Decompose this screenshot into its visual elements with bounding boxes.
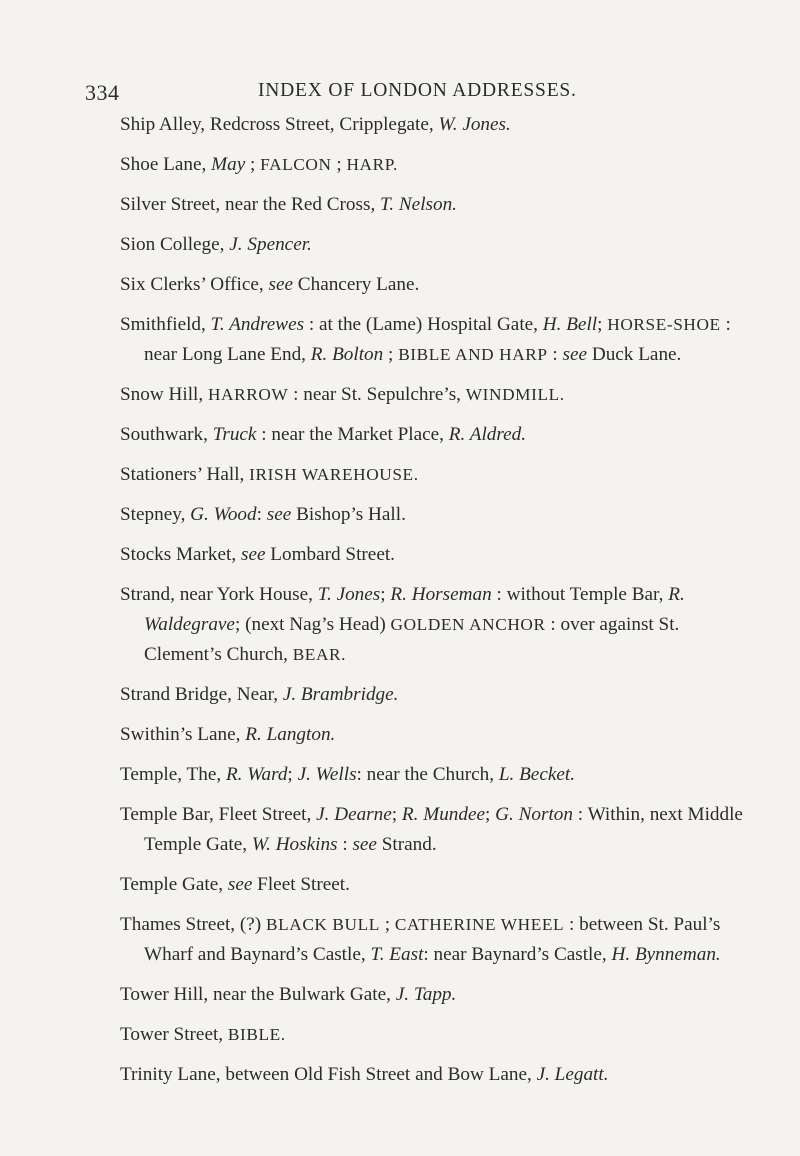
entry-sign-smallcaps: IRISH WAREHOUSE. xyxy=(249,465,419,484)
entry-sign-smallcaps: FALCON xyxy=(260,155,332,174)
entry-text: : xyxy=(547,344,563,365)
entry-name-italic: T. Andrewes xyxy=(210,314,305,335)
entry-text: ; xyxy=(380,584,391,605)
index-entry xyxy=(120,230,760,260)
entry-text: Smithfield, xyxy=(120,314,211,335)
entry-text: Stocks Market, xyxy=(120,544,241,565)
entry-text: Ship Alley, Redcross Street, Cripplegate, xyxy=(120,114,439,135)
address-index-list xyxy=(120,110,760,1100)
index-entry xyxy=(120,380,760,410)
entry-text: Temple Bar, Fleet Street, xyxy=(120,804,317,825)
entry-text: Stationers’ Hall, xyxy=(120,464,250,485)
index-entry xyxy=(120,310,760,370)
entry-sign-smallcaps: BEAR. xyxy=(292,645,347,664)
entry-name-italic: see xyxy=(268,274,293,295)
entry-text: ; xyxy=(379,914,395,935)
index-entry xyxy=(120,500,760,530)
page-header xyxy=(0,80,800,110)
index-entry xyxy=(120,540,760,570)
entry-name-italic: R. Horseman xyxy=(390,584,492,605)
running-title: INDEX OF LONDON ADDRESSES. xyxy=(258,80,577,101)
entry-text: : between St. Paul’s Wharf and Baynard’s Castle, xyxy=(144,914,721,965)
entry-sign-smallcaps: BLACK BULL xyxy=(265,915,380,934)
entry-name-italic: J. Dearne xyxy=(316,804,392,825)
index-entry xyxy=(120,190,760,220)
index-entry xyxy=(120,1060,760,1090)
entry-text: : near the Church, xyxy=(356,764,499,785)
entry-text: Fleet Street. xyxy=(252,874,350,895)
entry-name-italic: W. Jones. xyxy=(438,114,511,135)
entry-text: Silver Street, near the Red Cross, xyxy=(120,194,381,215)
entry-name-italic: see xyxy=(266,504,292,525)
entry-text: Swithin’s Lane, xyxy=(120,724,246,745)
entry-text: Lombard Street. xyxy=(265,544,395,565)
index-entry xyxy=(120,150,760,180)
entry-sign-smallcaps: BIBLE. xyxy=(227,1025,286,1044)
index-entry xyxy=(120,800,760,860)
entry-sign-smallcaps: BIBLE AND HARP xyxy=(398,345,548,364)
entry-text: Temple, The, xyxy=(120,764,226,785)
entry-name-italic: H. Bynneman. xyxy=(611,944,721,965)
entry-name-italic: R. Waldegrave xyxy=(144,584,685,635)
entry-text: Thames Street, (?) xyxy=(120,914,266,935)
entry-text: Strand. xyxy=(376,834,437,855)
entry-text: Snow Hill, xyxy=(120,384,208,405)
entry-text: : over against St. Clement’s Church, xyxy=(144,614,680,665)
entry-text: ; xyxy=(245,154,261,175)
entry-name-italic: L. Becket. xyxy=(498,764,575,785)
entry-name-italic: see xyxy=(240,544,266,565)
entry-text: Sion College, xyxy=(120,234,230,255)
entry-text: Shoe Lane, xyxy=(120,154,212,175)
entry-text: : xyxy=(337,834,353,855)
entry-name-italic: T. Nelson. xyxy=(380,194,457,215)
entry-text: : xyxy=(256,504,267,525)
entry-sign-smallcaps: GOLDEN ANCHOR xyxy=(390,615,546,634)
entry-text: Strand, near York House, xyxy=(120,584,318,605)
entry-text: ; xyxy=(287,764,298,785)
index-entry xyxy=(120,460,760,490)
entry-text: ; xyxy=(383,344,399,365)
entry-name-italic: G. Norton xyxy=(495,804,573,825)
entry-name-italic: J. Legatt. xyxy=(536,1064,609,1085)
entry-sign-smallcaps: HORSE-SHOE xyxy=(607,315,721,334)
entry-text: Six Clerks’ Office, xyxy=(120,274,269,295)
index-entry xyxy=(120,420,760,450)
entry-name-italic: R. Langton. xyxy=(245,724,336,745)
index-entry xyxy=(120,760,760,790)
entry-name-italic: R. Aldred. xyxy=(448,424,527,445)
index-entry xyxy=(120,910,760,970)
entry-sign-smallcaps: WINDMILL. xyxy=(465,385,565,404)
entry-sign-smallcaps: HARP. xyxy=(346,155,398,174)
entry-text: Bishop’s Hall. xyxy=(291,504,406,525)
entry-name-italic: R. Ward xyxy=(225,764,288,785)
entry-text: Tower Hill, near the Bulwark Gate, xyxy=(120,984,396,1005)
entry-text: Trinity Lane, between Old Fish Street and Bow Lane, xyxy=(120,1064,537,1085)
entry-name-italic: J. Spencer. xyxy=(229,234,312,255)
entry-sign-smallcaps: CATHERINE WHEEL xyxy=(394,915,565,934)
entry-name-italic: R. Bolton xyxy=(310,344,384,365)
entry-name-italic: R. Mundee xyxy=(401,804,486,825)
entry-text: Duck Lane. xyxy=(587,344,682,365)
entry-text: : at the (Lame) Hospital Gate, xyxy=(304,314,543,335)
entry-sign-smallcaps: HARROW xyxy=(207,385,289,404)
entry-name-italic: G. Wood xyxy=(190,504,257,525)
entry-name-italic: see xyxy=(352,834,377,855)
entry-name-italic: J. Brambridge. xyxy=(282,684,399,705)
entry-name-italic: Truck xyxy=(212,424,257,445)
entry-text: ; (next Nag’s Head) xyxy=(234,614,391,635)
entry-name-italic: T. Jones xyxy=(317,584,381,605)
index-entry xyxy=(120,580,760,670)
index-entry xyxy=(120,870,760,900)
index-entry xyxy=(120,720,760,750)
entry-text: ; xyxy=(331,154,347,175)
entry-text: ; xyxy=(597,314,608,335)
entry-text: : near St. Sepulchre’s, xyxy=(288,384,466,405)
entry-text: Tower Street, xyxy=(120,1024,228,1045)
entry-name-italic: J. Tapp. xyxy=(395,984,457,1005)
entry-text: : near the Market Place, xyxy=(256,424,449,445)
entry-text: Stepney, xyxy=(120,504,191,525)
entry-text: Southwark, xyxy=(120,424,213,445)
entry-text: : near Long Lane End, xyxy=(144,314,731,365)
entry-name-italic: May xyxy=(211,154,246,175)
index-entry xyxy=(120,110,760,140)
entry-name-italic: see xyxy=(562,344,588,365)
index-entry xyxy=(120,980,760,1010)
index-entry xyxy=(120,270,760,300)
entry-text: Strand Bridge, Near, xyxy=(120,684,283,705)
entry-name-italic: T. East xyxy=(370,944,424,965)
entry-text: ; xyxy=(391,804,402,825)
index-entry xyxy=(120,1020,760,1050)
entry-text: Temple Gate, xyxy=(120,874,228,895)
entry-text: Chancery Lane. xyxy=(293,274,420,295)
entry-text: ; xyxy=(485,804,496,825)
entry-text: : without Temple Bar, xyxy=(491,584,669,605)
page-number: 334 xyxy=(85,80,120,105)
entry-name-italic: J. Wells xyxy=(297,764,357,785)
entry-name-italic: H. Bell xyxy=(542,314,598,335)
entry-text: : Within, next Middle Temple Gate, xyxy=(144,804,743,855)
entry-text: : near Baynard’s Castle, xyxy=(423,944,612,965)
entry-name-italic: W. Hoskins xyxy=(251,834,338,855)
entry-name-italic: see xyxy=(227,874,253,895)
index-entry xyxy=(120,680,760,710)
